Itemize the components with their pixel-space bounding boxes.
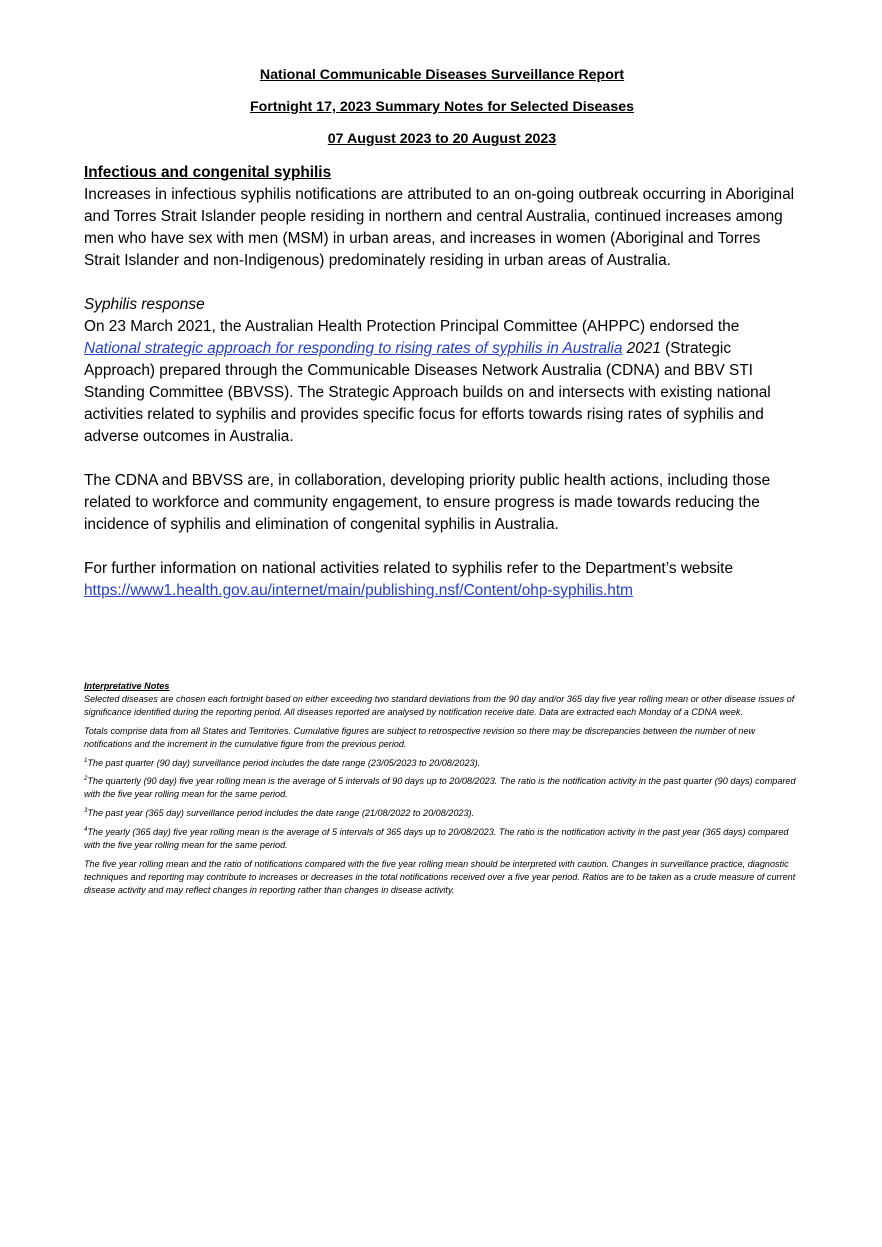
interpretative-notes (84, 680, 800, 903)
section-heading: Infectious and congenital syphilis (84, 164, 332, 181)
intro-paragraph: Increases in infectious syphilis notifications are attributed to an on-going outbreak occurring in Aboriginal and Torres Strait Islander people residing in northern and central Australia, continued increases among men who have sex with men (MSM) in urban areas, and increases in women (Aboriginal and Torres Strait Islander and non-Indigenous) predominately residing in urban areas of Australia. (84, 186, 795, 269)
report-subtitle: Fortnight 17, 2023 Summary Notes for Selected Diseases (250, 99, 634, 115)
report-period: 07 August 2023 to 20 August 2023 (327, 131, 557, 147)
note-caution: The five year rolling mean and the ratio of notifications compared with the five year rolling mean should be interpreted with caution. Changes in surveillance practice, diagnostic techniques and reporting may contribute to increases or decreases in the total notifications received over a five year period. Ratios are to be taken as a crude measure of current disease activity and may reflect changes in reporting rather than changes in disease activity. (84, 858, 796, 895)
note-4: $^4$The yearly (365 day) five year rolling mean is the average of 5 intervals of 365 days up to 20/08/2023. The ratio is the notification activity in the past year (365 days) compared with the five year rolling mean for the same period. (84, 827, 789, 851)
collaboration-paragraph: The CDNA and BBVSS are, in collaboration, developing priority public health actions, including those related to workforce and community engagement, to ensure progress is made towards reducing the incidence of syphilis and elimination of congenital syphilis in Australia. (84, 472, 771, 533)
note-selection: Selected diseases are chosen each fortnight based on either exceeding two standard deviations from the 90 day and/or 365 day five year rolling mean or other disease issues of significance identified during the reporting period. All diseases reported are analysed by notification receive date. Data are extracted each Monday of a CDNA week. (84, 693, 795, 717)
report-title: National Communicable Diseases Surveillance Report (259, 67, 625, 83)
strategic-approach-link[interactable]: National strategic approach for responding to rising rates of syphilis in Australia (84, 340, 623, 357)
further-info-paragraph: For further information on national activities related to syphilis refer to the Department’s website (84, 560, 733, 577)
notes-heading: Interpretative Notes (84, 681, 170, 691)
department-website-link[interactable]: https://www1.health.gov.au/internet/main/publishing.nsf/Content/ohp-syphilis.htm (84, 582, 633, 599)
note-3: $^3$The past year (365 day) surveillance period includes the date range (21/08/2022 to 20/08/2023). (84, 808, 475, 819)
note-1: $^1$The past quarter (90 day) surveillance period includes the date range (23/05/2023 to 20/08/2023). (84, 757, 481, 768)
response-paragraph: On 23 March 2021, the Australian Health Protection Principal Committee (AHPPC) endorsed the National strategic approach for responding to rising rates of syphilis in Australia 2021 (Strategic Approach) prepared through the Communicable Diseases Network Australia (CDNA) and BBV STI Standing Committee (BBVSS). The Strategic Approach builds on and intersects with existing national activities related to syphilis and provides specific focus for efforts towards rising rates of syphilis and adverse outcomes in Australia. (84, 318, 771, 445)
response-heading: Syphilis response (84, 296, 205, 313)
main-content (84, 162, 800, 602)
note-totals: Totals comprise data from all States and Territories. Cumulative figures are subject to retrospective revision so there may be discrepancies between the number of new notifications and the increment in the cumulative figure from the previous period. (84, 725, 756, 749)
note-2: $^2$The quarterly (90 day) five year rolling mean is the average of 5 intervals of 90 days up to 20/08/2023. The ratio is the notification activity in the past quarter (90 days) compared with the five year rolling mean for the same period. (84, 776, 796, 800)
